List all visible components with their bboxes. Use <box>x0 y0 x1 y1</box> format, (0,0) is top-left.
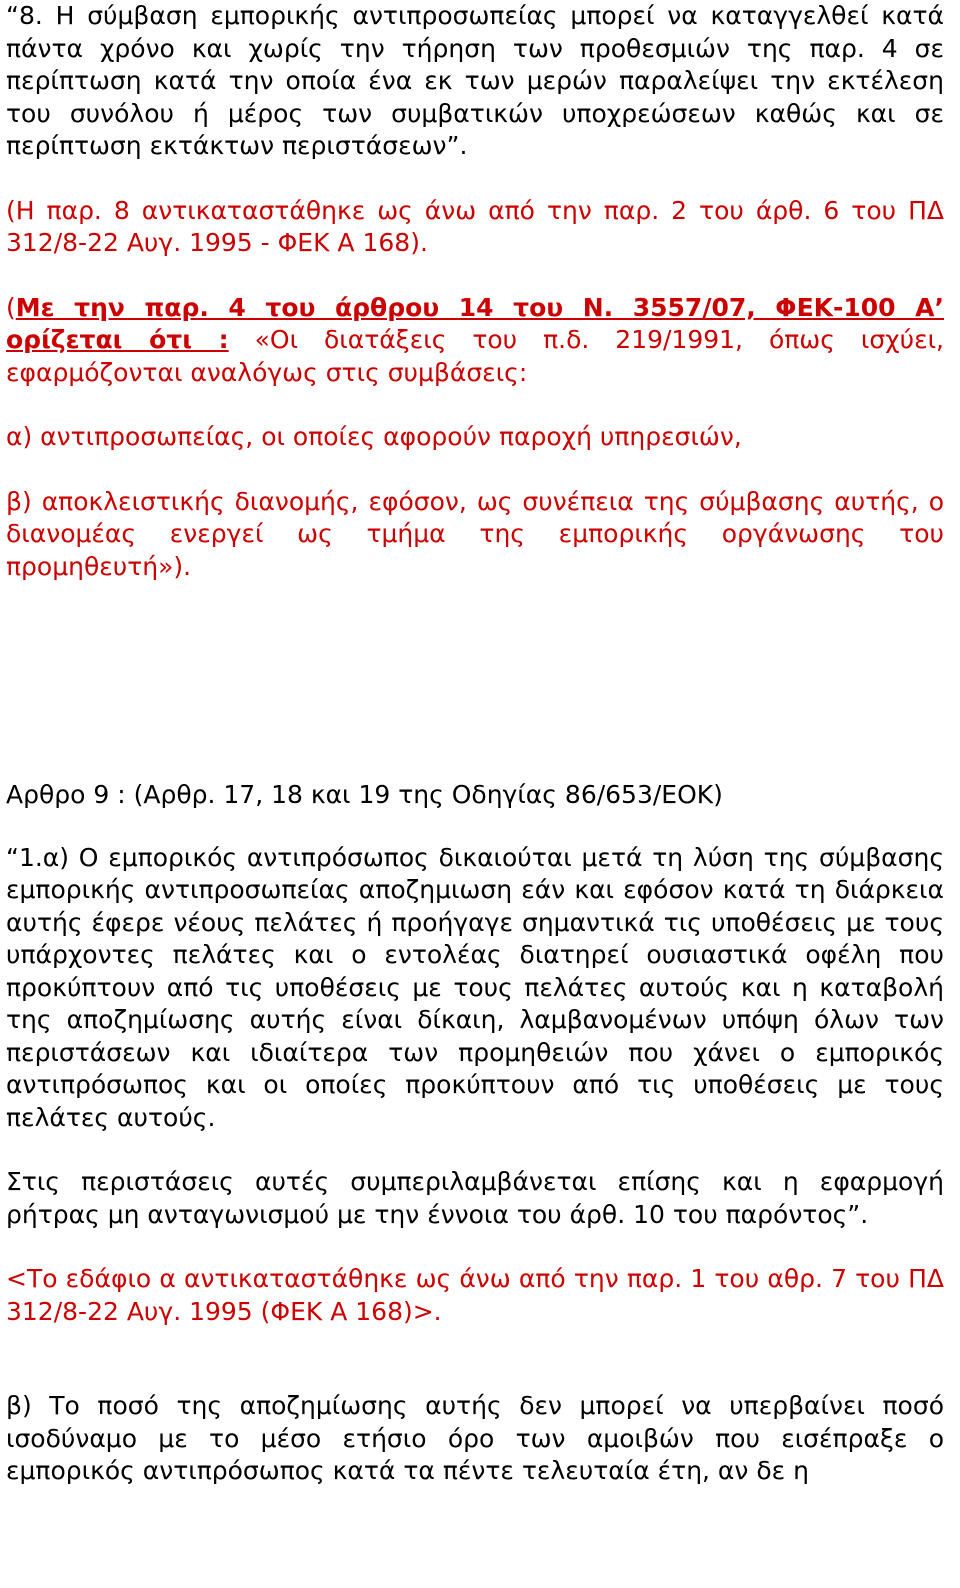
article-9-para-1a-cont: Στις περιστάσεις αυτές συμπεριλαμβάνεται επίσης και η εφαρμογή ρήτρας μη ανταγωνισμού με την έννοια του άρθ. 10 του παρόντος”. <box>6 1167 944 1229</box>
spacer <box>6 1134 944 1166</box>
amendment-note: (Η παρ. 8 αντικαταστάθηκε ως άνω από την παρ. 2 του άρθ. 6 του ΠΔ 312/8-22 Αυγ. 1995 - ΦΕΚ Α 168). <box>6 195 944 257</box>
article-9-para-1a: “1.α) Ο εμπορικός αντιπρόσωπος δικαιούται μετά τη λύση της σύμβασης εμπορικής αντιπροσωπείας αποζημιωση εάν και εφόσον κατά τη διάρκεια αυτής έφερε νέους πελάτες ή προήγαγε σημαντικά τις υποθέσεις με τους υπάρχοντες πελάτες και ο εντολέας διατηρεί ουσιαστικά οφέλη που προκύπτουν από τις υποθέσεις με τους πελάτες αυτούς και η καταβολή της αποζημίωσης αυτής είναι δίκαιη, λαμβανομένων υπόψη όλων των περιστάσεων και ιδιαίτερα των προμηθειών που χάνει ο εμπορικός αντιπρόσωπος και οι οποίες προκύπτουν από τις υποθέσεις με τους πελάτες αυτούς. <box>6 842 944 1132</box>
spacer <box>6 163 944 195</box>
amendment-note-2: <Το εδάφιο α αντικαταστάθηκε ως άνω από την παρ. 1 του αθρ. 7 του ΠΔ 312/8-22 Αυγ. 1995 (ΦΕΚ Α 168)>. <box>6 1264 944 1326</box>
open-paren: ( <box>6 292 16 322</box>
spacer <box>6 389 944 421</box>
law-reference-note <box>6 292 944 390</box>
law-reference-bold: Με την παρ. 4 του άρθρου 14 του Ν. 3557/07, ΦΕΚ-100 Α’ ορίζεται ότι : <box>6 292 944 354</box>
item-a: α) αντιπροσωπείας, οι οποίες αφορούν παροχή υπηρεσιών, <box>6 422 742 451</box>
spacer <box>6 260 944 292</box>
spacer <box>6 583 944 779</box>
item-b: β) αποκλειστικής διανομής, εφόσον, ως συνέπεια της σύμβασης αυτής, ο διανομέας ενεργεί ως τμήμα της εμπορικής οργάνωσης του προμηθευτή»). <box>6 486 944 581</box>
spacer <box>6 454 944 486</box>
law-reference-text: «Οι διατάξεις του π.δ. 219/1991, όπως ισχύει, εφαρμόζονται αναλόγως στις συμβάσεις: <box>6 325 944 387</box>
spacer <box>6 1231 944 1263</box>
spacer <box>6 1328 944 1390</box>
article-9-heading: Αρθρο 9 : (Αρθρ. 17, 18 και 19 της Οδηγίας 86/653/ΕΟΚ) <box>6 780 723 809</box>
article-9-para-b: β) Το ποσό της αποζημίωσης αυτής δεν μπορεί να υπερβαίνει ποσό ισοδύναμο με το μέσο ετήσιο όρο των αμοιβών που εισέπραξε ο εμπορικός αντιπρόσωπος κατά τα πέντε τελευταία έτη, αν δε η <box>6 1391 944 1485</box>
spacer <box>6 812 944 842</box>
document-page <box>6 0 944 1488</box>
paragraph-8: “8. Η σύμβαση εμπορικής αντιπροσωπείας μπορεί να καταγγελθεί κατά πάντα χρόνο και χωρίς την τήρηση των προθεσμιών της παρ. 4 σε περίπτωση κατά την οποία ένα εκ των μερών παραλείψει την εκτέλεση του συνόλου ή μέρος των συμβατικών υποχρεώσεων καθώς και σε περίπτωση εκτάκτων περιστάσεων”. <box>6 1 944 160</box>
